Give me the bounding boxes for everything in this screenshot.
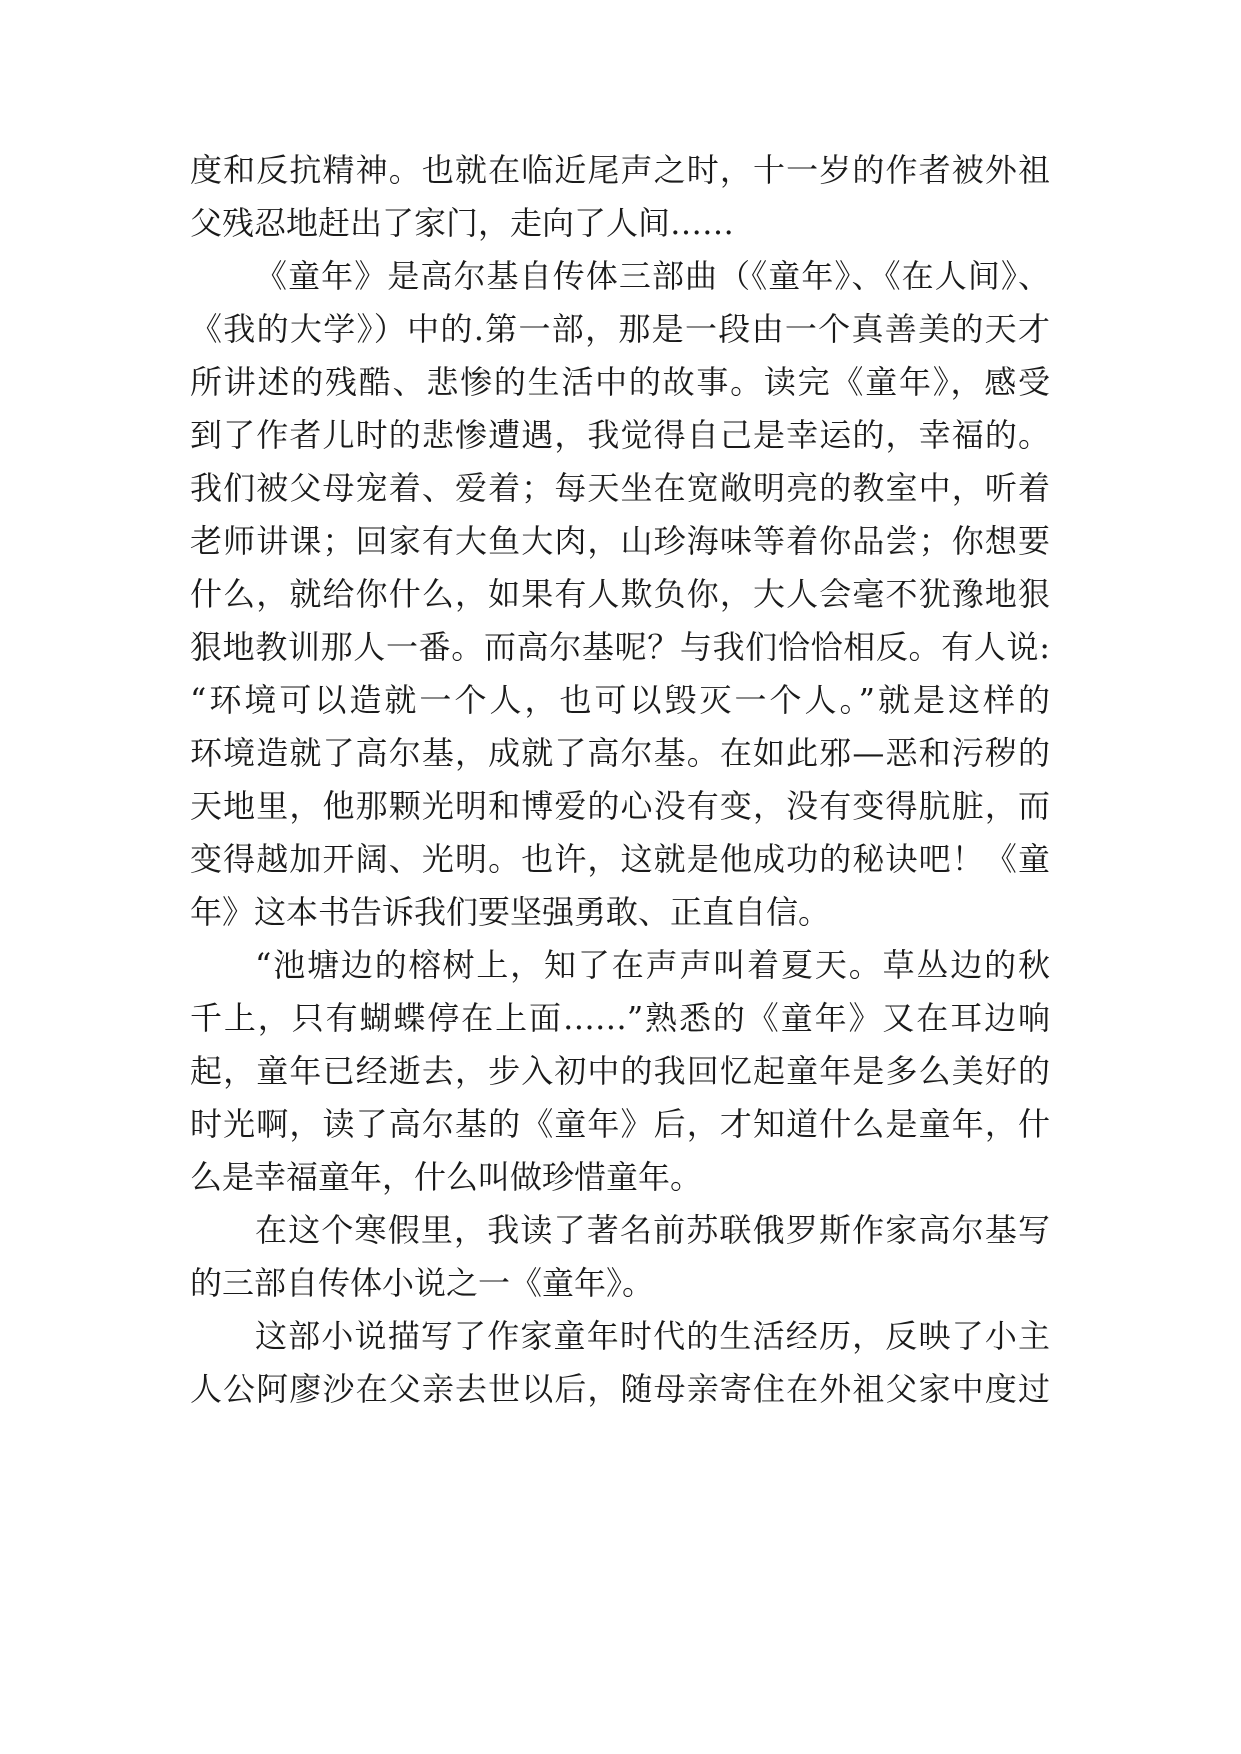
text-line-10: 狠地教训那人一番。而高尔基呢？与我们恰恰相反。有人说:: [190, 628, 1050, 666]
text-line-15: 年》这本书告诉我们要坚强勇敢、正直自信。: [190, 893, 831, 931]
text-line-9: 什么，就给你什么，如果有人欺负你，大人会毫不犹豫地狠: [190, 575, 1050, 613]
paragraph-start-line-21: 在这个寒假里，我读了著名前苏联俄罗斯作家高尔基写: [255, 1211, 1050, 1249]
text-line-7: 我们被父母宠着、爱着；每天坐在宽敞明亮的教室中，听着: [190, 469, 1050, 507]
text-line-13: 天地里，他那颗光明和博爱的心没有变，没有变得肮脏，而: [190, 787, 1050, 825]
text-line-2: 父残忍地赶出了家门，走向了人间……: [190, 204, 735, 242]
text-line-19: 时光啊，读了高尔基的《童年》后，才知道什么是童年，什: [190, 1105, 1050, 1143]
text-line-5: 所讲述的残酷、悲惨的生活中的故事。读完《童年》，感受: [190, 363, 1050, 401]
text-line-12: 环境造就了高尔基，成就了高尔基。在如此邪—恶和污秽的: [190, 734, 1050, 772]
text-line-4: 《我的大学》）中的.第一部，那是一段由一个真善美的天才: [190, 310, 1050, 348]
paragraph-start-line-3: 《童年》是高尔基自传体三部曲（《童年》、《在人间》、: [255, 257, 1050, 295]
paragraph-start-line-23: 这部小说描写了作家童年时代的生活经历，反映了小主: [255, 1317, 1050, 1355]
paragraph-start-line-16: “池塘边的榕树上，知了在声声叫着夏天。草丛边的秋: [255, 946, 1050, 984]
text-line-18: 起，童年已经逝去，步入初中的我回忆起童年是多么美好的: [190, 1052, 1050, 1090]
text-line-22: 的三部自传体小说之一《童年》。: [190, 1264, 655, 1302]
text-line-1: 度和反抗精神。也就在临近尾声之时，十一岁的作者被外祖: [190, 151, 1050, 189]
text-line-14: 变得越加开阔、光明。也许，这就是他成功的秘诀吧！《童: [190, 840, 1050, 878]
text-line-11: “环境可以造就一个人，也可以毁灭一个人。”就是这样的: [190, 681, 1050, 719]
text-line-20: 么是幸福童年，什么叫做珍惜童年。: [190, 1158, 703, 1196]
text-line-6: 到了作者儿时的悲惨遭遇，我觉得自己是幸运的，幸福的。: [190, 416, 1050, 454]
text-line-24: 人公阿廖沙在父亲去世以后，随母亲寄住在外祖父家中度过: [190, 1370, 1050, 1408]
text-line-8: 老师讲课；回家有大鱼大肉，山珍海味等着你品尝；你想要: [190, 522, 1050, 560]
text-line-17: 千上，只有蝴蝶停在上面……”熟悉的《童年》又在耳边响: [190, 999, 1050, 1037]
